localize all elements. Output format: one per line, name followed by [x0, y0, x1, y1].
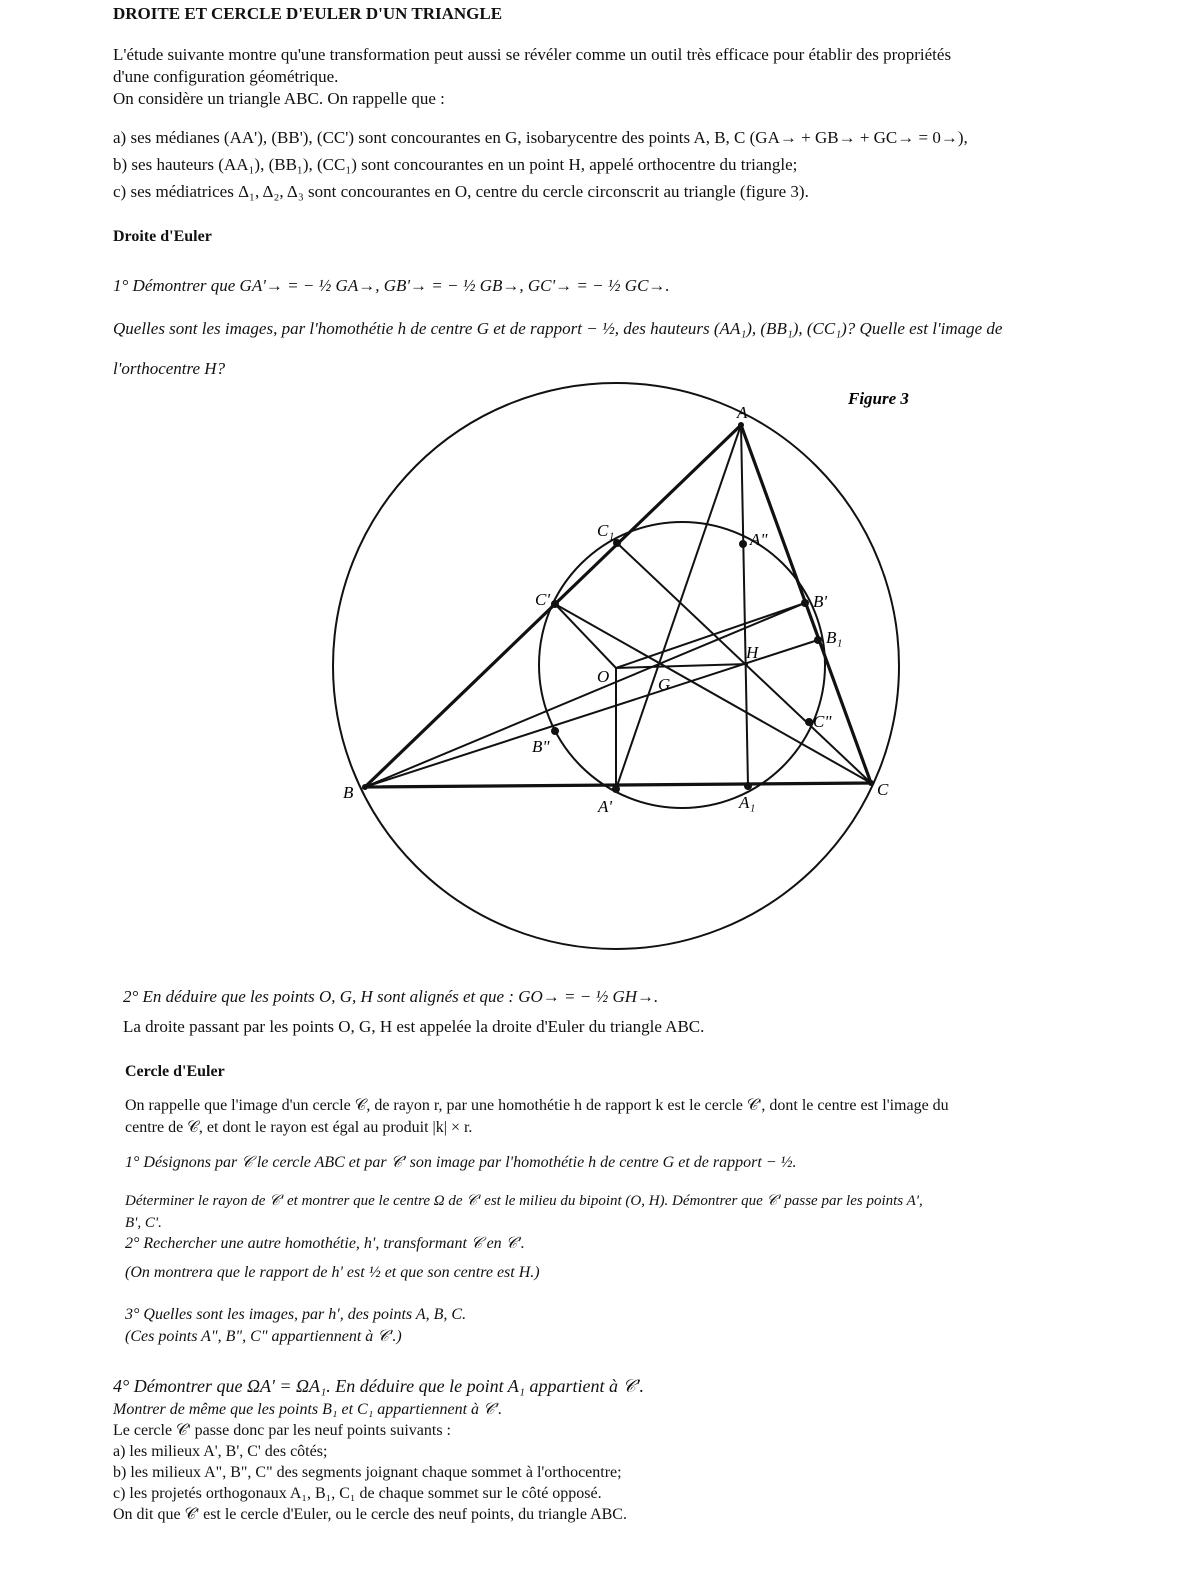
- altitude-a: [741, 425, 748, 786]
- nine-points-a: a) les milieux A', B', C' des côtés;: [113, 1443, 328, 1460]
- label-C1: C₁: [597, 521, 615, 540]
- circle-question-2: 2° Rechercher une autre homothétie, h', transformant 𝒞 en 𝒞'.: [125, 1235, 525, 1252]
- label-C: C: [877, 780, 889, 799]
- question-1b: Quelles sont les images, par l'homothétie h de centre G et de rapport − ½, des hauteurs (AA₁), (BB₁), (CC₁)? Quelle est l'image de: [113, 319, 1003, 338]
- intro-line-1: L'étude suivante montre qu'une transformation peut aussi se révéler comme un outil très efficace pour établir des propriétés: [113, 45, 952, 64]
- nine-points-b: b) les milieux A", B", C" des segments joignant chaque sommet à l'orthocentre;: [113, 1464, 622, 1481]
- figure-caption: Figure 3: [848, 389, 909, 408]
- intro-line-3: On considère un triangle ABC. On rappelle que :: [113, 89, 445, 108]
- circle-question-1b: Déterminer le rayon de 𝒞' et montrer que le centre Ω de 𝒞' est le milieu du bipoint (O, H). Démontrer que 𝒞' passe par les points A',: [125, 1193, 923, 1209]
- circle-question-1: 1° Désignons par 𝒞 le cercle ABC et par 𝒞' son image par l'homothétie h de centre G et de rapport − ½.: [125, 1154, 797, 1171]
- median-bb1: [365, 603, 805, 787]
- section-heading-droite: Droite d'Euler: [113, 228, 212, 245]
- section-heading-cercle: Cercle d'Euler: [125, 1063, 225, 1080]
- question-2: 2° En déduire que les points O, G, H sont alignés et que : GO→ = − ½ GH→.: [123, 987, 659, 1006]
- question-1: 1° Démontrer que GA'→ = − ½ GA→, GB'→ = − ½ GB→, GC'→ = − ½ GC→.: [113, 276, 670, 295]
- label-B-second: B": [532, 737, 550, 756]
- question-1c: l'orthocentre H?: [113, 359, 226, 378]
- circle-question-3b: (Ces points A", B", C" appartiennent à 𝒞'.): [125, 1328, 402, 1345]
- recall-b: b) ses hauteurs (AA₁), (BB₁), (CC₁) sont concourantes en un point H, appelé orthocentre du triangle;: [113, 155, 798, 174]
- label-B-prime: B': [813, 592, 828, 611]
- nine-points-c: c) les projetés orthogonaux A₁, B₁, C₁ de chaque sommet sur le côté opposé.: [113, 1485, 602, 1502]
- label-B: B: [343, 783, 354, 802]
- label-A1: A₁: [739, 793, 756, 812]
- median-cc1: [555, 604, 871, 783]
- circle-question-4b: Montrer de même que les points B₁ et C₁ appartiennent à 𝒞'.: [113, 1401, 503, 1418]
- euler-line-definition: La droite passant par les points O, G, H est appelée la droite d'Euler du triangle ABC.: [123, 1017, 705, 1036]
- label-A-second: A": [750, 530, 768, 549]
- median-aa1: [616, 425, 741, 789]
- label-O: O: [597, 667, 610, 686]
- label-A: A: [737, 403, 748, 422]
- recall-paragraph-1: On rappelle que l'image d'un cercle 𝒞, de rayon r, par une homothétie h de rapport k est le cercle 𝒞', dont le centre est l'image du: [125, 1097, 949, 1114]
- perp-bisector-c: [555, 604, 616, 668]
- conclusion: On dit que 𝒞' est le cercle d'Euler, ou le cercle des neuf points, du triangle ABC.: [113, 1506, 627, 1523]
- label-G: G: [658, 675, 671, 694]
- euler-line: [616, 664, 748, 668]
- circle-question-4c: Le cercle 𝒞' passe donc par les neuf points suivants :: [113, 1422, 451, 1439]
- circle-question-2b: (On montrera que le rapport de h' est ½ et que son centre est H.): [125, 1264, 540, 1281]
- label-C-prime: C': [535, 590, 550, 609]
- circle-question-1c: B', C'.: [125, 1215, 162, 1231]
- recall-a: a) ses médianes (AA'), (BB'), (CC') sont concourantes en G, isobarycentre des points A, B, C (GA→ + GB→ + GC→ = 0→),: [113, 128, 968, 147]
- intro-line-2: d'une configuration géométrique.: [113, 67, 339, 86]
- page-title: DROITE ET CERCLE D'EULER D'UN TRIANGLE: [113, 4, 503, 23]
- label-A-prime: A': [598, 797, 613, 816]
- label-H: H: [746, 643, 759, 662]
- recall-c: c) ses médiatrices Δ₁, Δ₂, Δ₃ sont concourantes en O, centre du cercle circonscrit au triangle (figure 3).: [113, 182, 809, 201]
- circle-question-3: 3° Quelles sont les images, par h', des points A, B, C.: [125, 1306, 467, 1323]
- circle-question-4: 4° Démontrer que ΩA' = ΩA₁. En déduire que le point A₁ appartient à 𝒞'.: [113, 1376, 644, 1396]
- label-B1: B₁: [826, 628, 843, 647]
- circumcircle: [333, 383, 899, 949]
- perp-bisector-b: [616, 603, 805, 668]
- recall-paragraph-2: centre de 𝒞, et dont le rayon est égal au produit |k| × r.: [125, 1119, 473, 1136]
- label-C-second: C": [813, 712, 832, 731]
